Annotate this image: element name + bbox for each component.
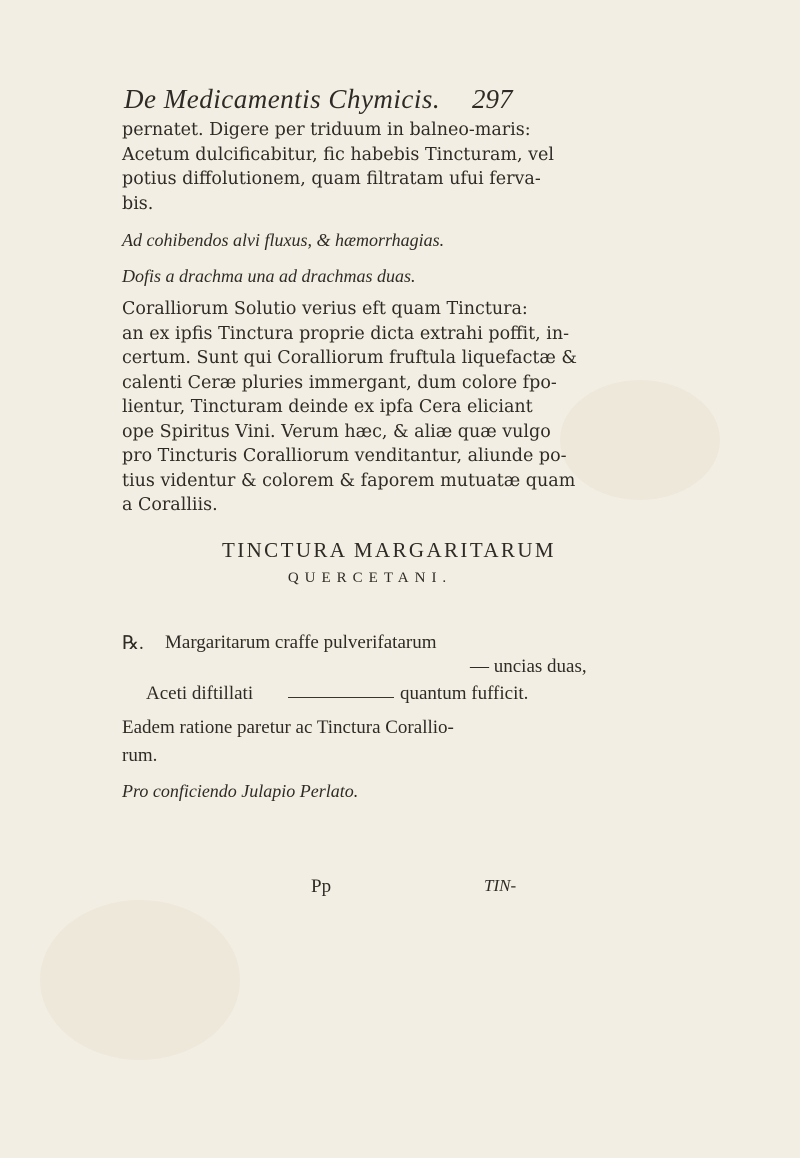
paragraph-1 <box>122 118 652 216</box>
text-line: Acetum dulcificabitur, fic habebis Tincturam, vel <box>122 144 554 165</box>
section-title: TINCTURA MARGARITARUM <box>222 538 556 562</box>
paragraph-3 <box>122 714 652 770</box>
signature-mark: Pp <box>311 876 332 897</box>
page-number: 297 <box>472 84 513 114</box>
recipe-symbol: ℞. <box>122 633 144 654</box>
subheading-preparation: Pro conficiendo Julapio Perlato. <box>122 781 359 801</box>
running-title: De Medicamentis Chymicis. <box>124 84 441 114</box>
text-line: pernatet. Digere per triduum in balneo-maris: <box>122 120 531 140</box>
text-line: ope Spiritus Vini. Verum hæc, & aliæ quæ vulgo <box>122 421 551 442</box>
subheading-indication: Ad cohibendos alvi fluxus, & hæmorrhagias. <box>122 230 445 250</box>
text-line: Eadem ratione paretur ac Tinctura Corallio- <box>122 717 454 738</box>
recipe-leader-rule <box>288 697 394 698</box>
recipe-ingredient-2: Aceti diftillati <box>146 683 254 704</box>
recipe-ingredient-1: Margaritarum craffe pulverifatarum <box>165 632 437 653</box>
paragraph-2 <box>122 297 652 518</box>
text-line: tius videntur & colorem & faporem mutuatæ quam <box>122 470 576 491</box>
text-line: calenti Ceræ pluries immergant, dum colore fpo- <box>122 372 557 393</box>
text-line: lientur, Tincturam deinde ex ipfa Cera eliciant <box>122 397 533 417</box>
dose-line: Dofis a drachma una ad drachmas duas. <box>122 266 416 286</box>
text-line: Coralliorum Solutio verius eft quam Tinctura: <box>122 299 528 319</box>
catchword: TIN- <box>484 876 517 895</box>
text-line: certum. Sunt qui Coralliorum fruftula liquefactæ & <box>122 348 577 368</box>
text-line: a Coralliis. <box>122 495 218 515</box>
section-author: QUERCETANI. <box>287 570 453 586</box>
paper-stain <box>40 900 240 1060</box>
text-line: an ex ipfis Tinctura proprie dicta extrahi poffit, in- <box>122 323 570 344</box>
text-line: pro Tincturis Coralliorum venditantur, aliunde po- <box>122 446 567 466</box>
recipe-quantity-1: — uncias duas, <box>470 656 587 677</box>
text-line: bis. <box>122 193 154 214</box>
text-line: potius diffolutionem, quam filtratam ufui ferva- <box>122 169 541 189</box>
recipe-quantity-2: quantum fufficit. <box>400 683 529 704</box>
text-line: rum. <box>122 745 158 766</box>
